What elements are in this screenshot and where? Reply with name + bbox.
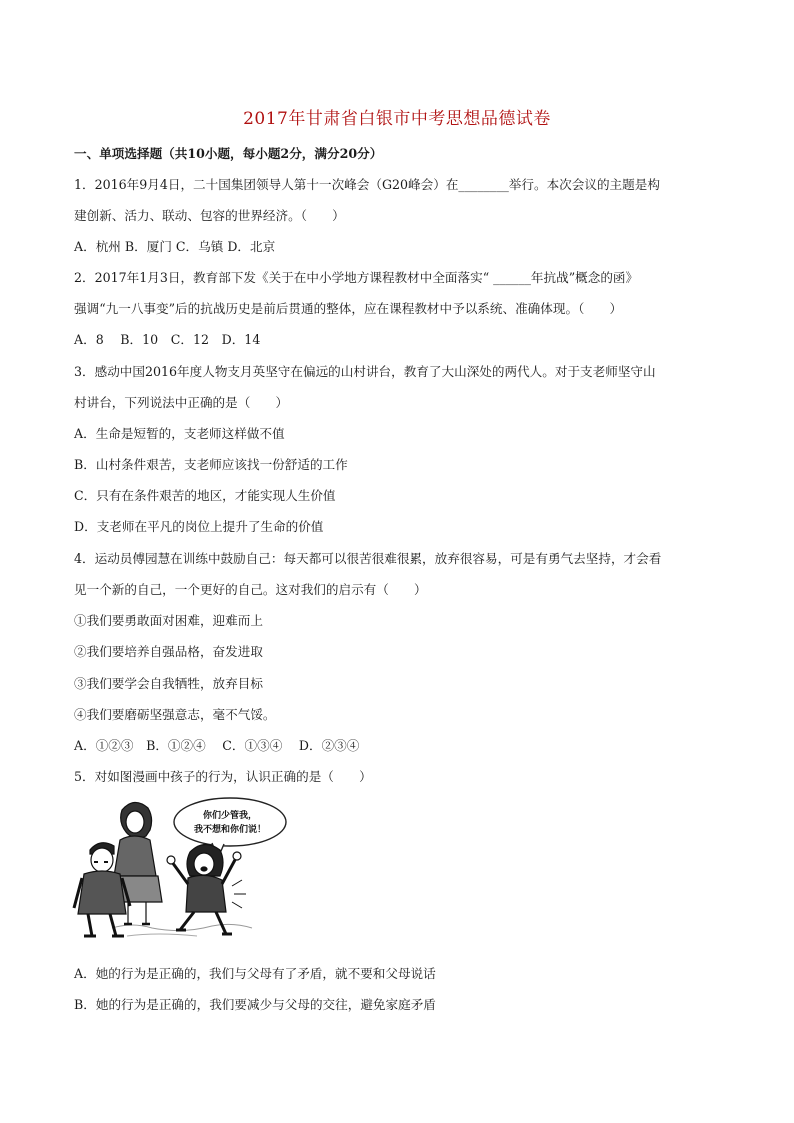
q3-choice-c: C．只有在条件艰苦的地区，才能实现人生价值	[74, 488, 336, 503]
family-conflict-cartoon	[72, 796, 288, 946]
daughter-figure	[167, 844, 246, 934]
bubble-line-2: 我不想和你们说！	[193, 825, 267, 835]
q4-statement-4: ④我们要磨砺坚强意志，毫不气馁。	[74, 707, 276, 722]
q3-line-1: 3．感动中国2016年度人物支月英坚守在偏远的山村讲台，教育了大山深处的两代人。对于支老师坚守山	[74, 364, 656, 379]
q1-line-1: 1．2016年9月4日，二十国集团领导人第十一次峰会（G20峰会）在________举行。本次会议的主题是构	[74, 177, 660, 192]
q3-choice-d: D．支老师在平凡的岗位上提升了生命的价值	[74, 519, 324, 534]
q5-choice-a: A．她的行为是正确的，我们与父母有了矛盾，就不要和父母说话	[74, 966, 436, 981]
q1-options: A．杭州 B．厦门 C．乌镇 D．北京	[74, 239, 276, 254]
q2-options: A．8 B．10 C．12 D．14	[74, 332, 261, 347]
q3-choice-a: A．生命是短暂的，支老师这样做不值	[74, 426, 285, 441]
q4-line-2: 见一个新的自己，一个更好的自己。这对我们的启示有（ ）	[74, 582, 427, 597]
q5-choice-b: B．她的行为是正确的，我们要减少与父母的交往，避免家庭矛盾	[74, 997, 436, 1012]
q4-statement-1: ①我们要勇敢面对困难，迎难而上	[74, 613, 263, 628]
q4-statement-2: ②我们要培养自强品格，奋发进取	[74, 644, 263, 659]
q3-choice-b: B．山村条件艰苦，支老师应该找一份舒适的工作	[74, 457, 348, 472]
q1-line-2: 建创新、活力、联动、包容的世界经济。（ ）	[74, 208, 345, 223]
q4-statement-3: ③我们要学会自我牺牲，放弃目标	[74, 676, 263, 691]
q3-line-2: 村讲台，下列说法中正确的是（ ）	[74, 395, 289, 410]
q2-line-1: 2．2017年1月3日，教育部下发《关于在中小学地方课程教材中全面落实“ ______年抗战”概念的函》	[74, 270, 639, 285]
q5-line-1: 5．对如图漫画中孩子的行为，认识正确的是（ ）	[74, 769, 372, 784]
section-heading: 一、单项选择题（共10小题，每小题2分，满分20分）	[74, 146, 383, 161]
bubble-line-1: 你们少管我，	[202, 811, 258, 821]
q2-line-2: 强调“九一八事变”后的抗战历史是前后贯通的整体，应在课程教材中予以系统、准确体现。（ ）	[74, 301, 623, 316]
q4-options: A．①②③ B．①②④ C．①③④ D．②③④	[74, 738, 360, 753]
speech-bubble	[174, 798, 286, 846]
q4-line-1: 4．运动员傅园慧在训练中鼓励自己：每天都可以很苦很难很累，放弃很容易，可是有勇气去坚持，才会看	[74, 551, 662, 566]
page-title: 2017年甘肃省白银市中考思想品德试卷	[243, 109, 551, 129]
